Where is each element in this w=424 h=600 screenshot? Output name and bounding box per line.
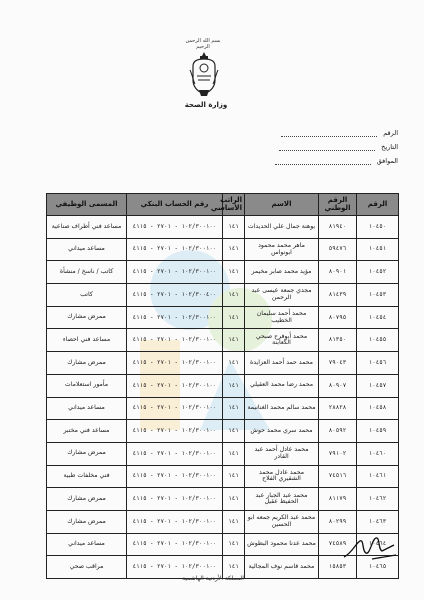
table-row	[47, 488, 399, 511]
table-cell: ١٠٢/٣٠٠١٠٠ - ٢٧٠١ - ٤١١٥	[127, 261, 223, 284]
basmala-text: بسم الله الرحمن الرحيم	[185, 38, 221, 50]
table-row	[47, 510, 399, 533]
table-cell: ١٠٢/٣٠٠١٠٠ - ٢٧٠١ - ٤١١٥	[127, 238, 223, 261]
table-cell: مساعد ميداني	[47, 238, 127, 261]
column-header: الراتب الأساسي	[223, 194, 245, 216]
meta-date-row	[279, 143, 398, 151]
table-cell: ١٤١	[223, 533, 245, 556]
table-cell: ١٠٢/٣٠٠١٠٠ - ٢٧٠١ - ٤١١٥	[127, 510, 223, 533]
table-cell: مساعد فني أطراف صناعية	[47, 216, 127, 239]
column-header: الرقم	[357, 194, 399, 216]
table-cell: ١٠٢/٣٠٠١٠٠ - ٢٧٠١ - ٤١١٥	[127, 397, 223, 420]
table-cell: مساعد فني احصاء	[47, 329, 127, 352]
table-cell: محمد عدنا محمود البطوش	[245, 533, 319, 556]
column-header: الاسم	[245, 194, 319, 216]
table-cell: ١٠٤٦١	[357, 465, 399, 488]
table-cell: ١٠٢/٣٠٠١٠٠ - ٢٧٠١ - ٤١١٥	[127, 306, 223, 329]
table-cell: مؤيد محمد صابر مخيمر	[245, 261, 319, 284]
table-row	[47, 465, 399, 488]
table-cell: ٨١٩٤٠	[319, 216, 357, 239]
table-cell: ١٠٢/٣٠٠١٠٠ - ٢٧٠١ - ٤١١٥	[127, 216, 223, 239]
handwritten-signature	[342, 533, 398, 563]
table-cell: ممرض مشارك	[47, 488, 127, 511]
meta-corresponding-label: الموافق	[376, 157, 398, 165]
table-cell: ١٤١	[223, 510, 245, 533]
meta-date-line	[279, 143, 375, 151]
meta-corresponding-line	[275, 157, 371, 165]
table-cell: ١٤١	[223, 284, 245, 307]
table-cell: ١٤١	[223, 238, 245, 261]
table-cell: ١٠٤٥٤	[357, 306, 399, 329]
table-cell: ممرض مشارك	[47, 306, 127, 329]
table-cell: كاتب / ناسخ / منشأة	[47, 261, 127, 284]
table-cell: ١٠٢/٣٠٠١٠٠ - ٢٧٠١ - ٤١١٥	[127, 533, 223, 556]
meta-number-row	[281, 129, 398, 137]
table-cell: محمد رضا محمد العقيلي	[245, 374, 319, 397]
table-cell: ١٤١	[223, 465, 245, 488]
employees-table	[46, 193, 399, 579]
table-cell: محمد سري محمد حوش	[245, 420, 319, 443]
table-cell: مأمور استعلامات	[47, 374, 127, 397]
table-cell: ممرض مشارك	[47, 352, 127, 375]
meta-date-label: التاريخ	[381, 143, 398, 151]
table-cell: ١٠٢/٣٠٠١٠٠ - ٢٧٠١ - ٤١١٥	[127, 465, 223, 488]
table-cell: محمد حمد أحمد العزايدة	[245, 352, 319, 375]
table-cell: ماهر محمد محمود ابونواس	[245, 238, 319, 261]
table-row	[47, 420, 399, 443]
table-cell: ١٤١	[223, 420, 245, 443]
table-cell: ١٤١	[223, 261, 245, 284]
table-cell: ١٠٤٥٩	[357, 420, 399, 443]
table-cell: مساعد ميداني	[47, 397, 127, 420]
table-cell: ٨١٤٣٩	[319, 284, 357, 307]
column-header: رقم الحساب البنكي	[127, 194, 223, 216]
table-cell: ٨١١٧٩	[319, 488, 357, 511]
table-cell: ١٠٤٥٧	[357, 374, 399, 397]
table-cell: محمد أبوفرح صبحي الكعابنة	[245, 329, 319, 352]
table-cell: مساعد فني مختبر	[47, 420, 127, 443]
meta-number-label: الرقم	[383, 129, 398, 137]
table-cell: محمد عادل محمد الشقيري الفلاح	[245, 465, 319, 488]
table-cell: ١٠٤٥٢	[357, 261, 399, 284]
table-cell: ١٠٤٥٣	[357, 284, 399, 307]
table-cell: ١٤١	[223, 488, 245, 511]
table-cell: ١٤١	[223, 556, 245, 579]
table-cell: مراقب صحي	[47, 556, 127, 579]
table-cell: ١٠٢/٣٠٠١٠٠ - ٢٧٠١ - ٤١١٥	[127, 352, 223, 375]
table-row	[47, 442, 399, 465]
table-row	[47, 374, 399, 397]
table-cell: ١٠٤٦٠	[357, 442, 399, 465]
table-cell: ممرض مشارك	[47, 510, 127, 533]
table-row	[47, 352, 399, 375]
table-cell: ١٠٢/٣٠٠١٠٠ - ٢٧٠١ - ٤١١٥	[127, 420, 223, 443]
table-cell: ١٤١	[223, 329, 245, 352]
table-row	[47, 216, 399, 239]
table-cell: ١٠٤٦٤	[357, 533, 399, 556]
table-cell: محمد أحمد سليمان الخطيب	[245, 306, 319, 329]
table-cell: مساعد ميداني	[47, 533, 127, 556]
table-cell: ٢٨٨٢٨	[319, 397, 357, 420]
table-cell: محمد عبد الجبار عبد الحفيظ عقيل	[245, 488, 319, 511]
table-cell: ١٠٤٥٥	[357, 329, 399, 352]
table-cell: ٧٤٥٨٩	[319, 533, 357, 556]
table-cell: ١٠٤٦٢	[357, 488, 399, 511]
table-cell: ١٠٢/٣٠٠١٠٠ - ٢٧٠١ - ٤١١٥	[127, 556, 223, 579]
table-cell: ٧٤٥١٦	[319, 465, 357, 488]
table-cell: ١٠٢/٣٠٠١٠٠ - ٢٧٠١ - ٤١١٥	[127, 488, 223, 511]
ministry-name: وزارة الصحة	[184, 101, 228, 109]
table-cell: بوهنة جمال علي الحديدات	[245, 216, 319, 239]
table-cell: ١٠٢/٣٠٠١٠٠ - ٢٧٠١ - ٤١١٥	[127, 329, 223, 352]
table-row	[47, 284, 399, 307]
table-cell: ١٠٢/٣٠٠٤٠٠ - ٢٧٠١ - ٤١١٥	[127, 284, 223, 307]
table-cell: مجدي جمعة عيسى عبد الرحمن	[245, 284, 319, 307]
table-cell: ١٠٤٥١	[357, 238, 399, 261]
table-cell: محمد عادل أحمد عبد القادر	[245, 442, 319, 465]
table-cell: ٨٠٩٠٧	[319, 374, 357, 397]
table-cell: محمد عبد الكريم جمعه ابو الحسين	[245, 510, 319, 533]
table-cell: ممرض مشارك	[47, 442, 127, 465]
table-row	[47, 397, 399, 420]
table-cell: ١٠٤٥٦	[357, 352, 399, 375]
jordan-emblem-icon	[189, 50, 219, 98]
table-cell: محمد سالم محمد الغنانيمة	[245, 397, 319, 420]
column-header: المسمى الوظيفي	[47, 194, 127, 216]
table-cell: ١٠٤٥٨	[357, 397, 399, 420]
table-cell: ٨٠٥٩٢	[319, 420, 357, 443]
table-cell: ١٤١	[223, 306, 245, 329]
table-cell: ٧٩١٠٢	[319, 442, 357, 465]
table-header-row	[47, 194, 399, 216]
table-cell: ١٤١	[223, 397, 245, 420]
table-cell: ١٤١	[223, 216, 245, 239]
table-cell: ١٠٤٥٠	[357, 216, 399, 239]
table-row	[47, 238, 399, 261]
meta-number-line	[281, 129, 377, 137]
table-cell: ١٠٢/٣٠٠١٠٠ - ٢٧٠١ - ٤١١٥	[127, 374, 223, 397]
table-row	[47, 329, 399, 352]
table-cell: ٨٠٧٩٥	[319, 306, 357, 329]
footer-text: المملكة الأردنية الهاشمية	[182, 575, 244, 582]
meta-corresponding-row	[275, 157, 398, 165]
table-cell: محمد قاسم نوف المجالية	[245, 556, 319, 579]
table-cell: ١٠٤٦٥	[357, 556, 399, 579]
table-cell: ١٤١	[223, 374, 245, 397]
table-cell: فني مخلفات طبية	[47, 465, 127, 488]
table-cell: ١٥٨٥٣	[319, 556, 357, 579]
table-cell: ٥٩٤٧٦	[319, 238, 357, 261]
table-row	[47, 261, 399, 284]
table-cell: ٨١٣٥٠	[319, 329, 357, 352]
table-cell: ١٤١	[223, 442, 245, 465]
table-cell: ٨٠٢٩٩	[319, 510, 357, 533]
table-cell: ٨٠٩٠١	[319, 261, 357, 284]
table-cell: كاتب	[47, 284, 127, 307]
table-cell: ٧٩٠٤٣	[319, 352, 357, 375]
table-cell: ١٠٤٦٣	[357, 510, 399, 533]
column-header: الرقم الوطني	[319, 194, 357, 216]
table-cell: ١٠٢/٣٠٠١٠٠ - ٢٧٠١ - ٤١١٥	[127, 442, 223, 465]
table-cell: ١٤١	[223, 352, 245, 375]
table-row	[47, 306, 399, 329]
